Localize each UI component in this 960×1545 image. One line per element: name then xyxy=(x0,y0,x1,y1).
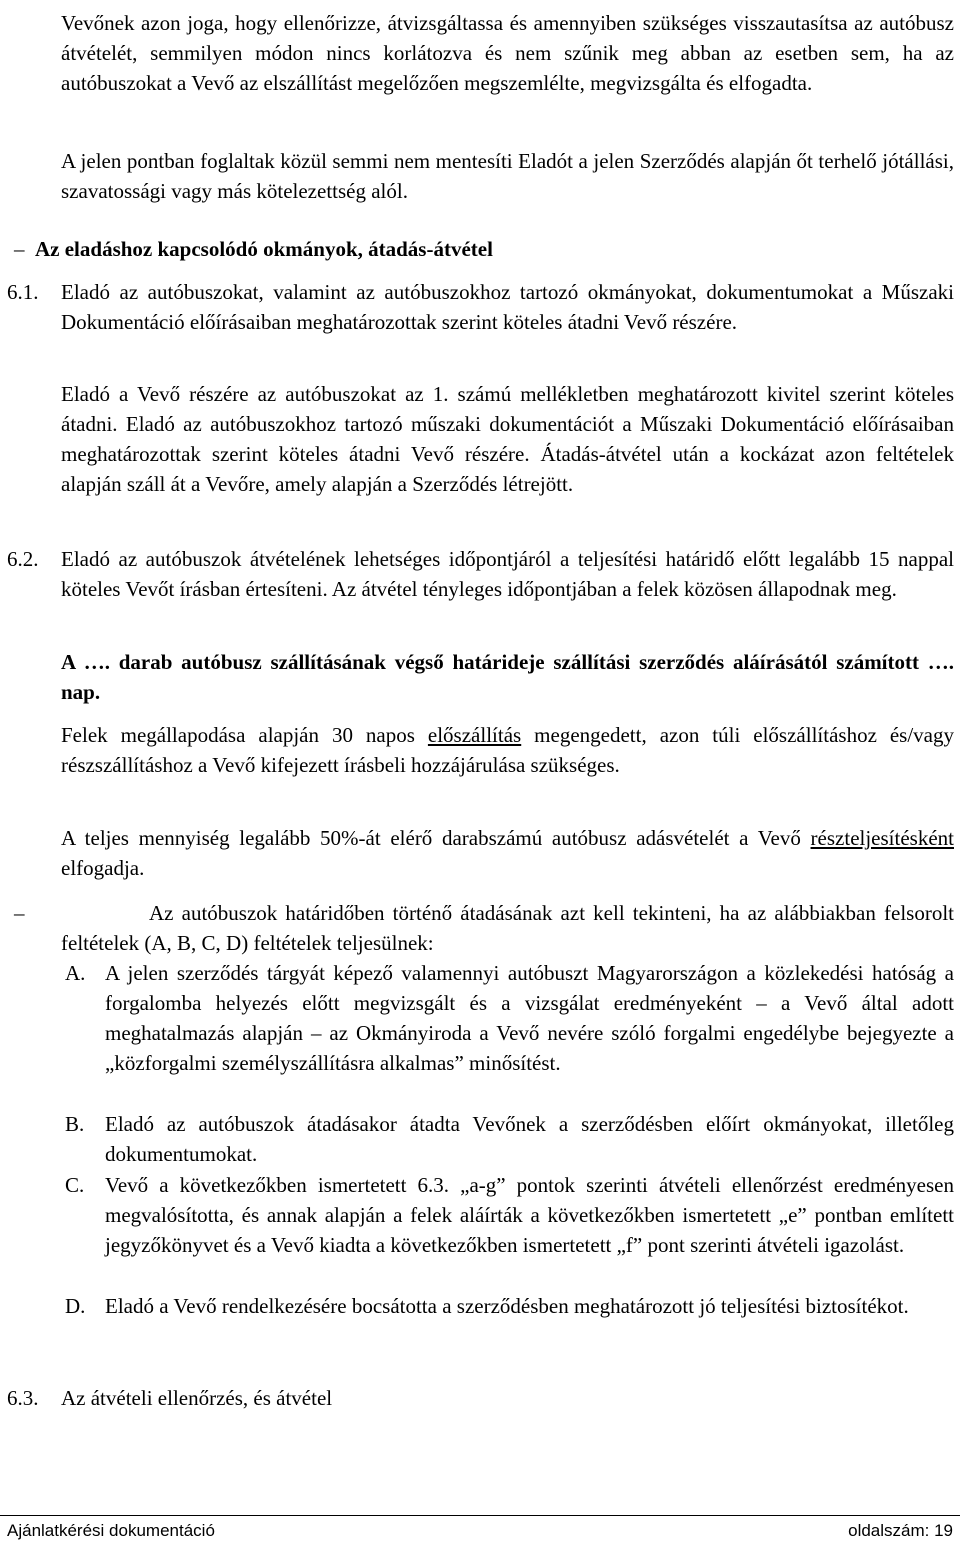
paragraph-pre-delivery xyxy=(61,720,954,780)
paragraph-6-1-delivery: Eladó a Vevő részére az autóbuszokat az 1. számú mellékletben meghatározott kivitel szerint köteles átadni. Eladó az autóbuszokhoz tartozó műszaki dokumentációt a Műszaki Dokumentáció előírásaiban meghatározottak szerint köteles átadni Vevő részére. Átadás-átvétel után a kockázat azon feltételek alapján száll át a Vevőre, amely alapján a Szerződés létrejött. xyxy=(61,382,954,496)
condition-text: Eladó az autóbuszok átadásakor átadta Vevőnek a szerződésben előírt okmányokat, illetőleg dokumentumokat. xyxy=(105,1112,954,1166)
paragraph-deadline: A …. darab autóbusz szállításának végső határideje szállítási szerződés aláírásától számított …. nap. xyxy=(61,650,954,704)
section-number-6-1: 6.1. xyxy=(7,280,39,304)
paragraph-conditions-intro: Az autóbuszok határidőben történő átadásának azt kell tekinteni, ha az alábbiakban felsorolt feltételek (A, B, C, D) feltételek teljesülnek: xyxy=(61,901,954,955)
section-number-6-2: 6.2. xyxy=(7,547,39,571)
condition-text: Eladó a Vevő rendelkezésére bocsátotta a szerződésben meghatározott jó teljesítési biztosítékot. xyxy=(105,1294,909,1318)
condition-text: A jelen szerződés tárgyát képező valamennyi autóbuszt Magyarországon a közlekedési hatóság a forgalomba helyezés előtt megvizsgált és a vizsgálat eredményeként – a Vevő által adott meghatalmazás alapján – az Okmányiroda a Vevő nevére szóló forgalmi engedélybe bejegyezte a „közforgalmi személyszállításra alkalmas” minősítést. xyxy=(105,961,954,1075)
condition-item-a xyxy=(65,958,954,1078)
condition-label: B. xyxy=(65,1112,85,1136)
condition-item-b xyxy=(65,1109,954,1169)
footer-divider xyxy=(0,1515,960,1516)
paragraph-buyer-rights: Vevőnek azon joga, hogy ellenőrizze, átvizsgáltassa és amennyiben szükséges visszautasítsa az autóbusz átvételét, semmilyen módon nincs korlátozva és nem szűnik meg abban az esetben sem, ha az autóbuszokat a Vevő az elszállítást megelőzően megszemlélte, megvizsgálta és elfogadta. xyxy=(61,11,954,95)
section-number-6-3: 6.3. xyxy=(7,1386,39,1410)
section-6-3-title: Az átvételi ellenőrzés, és átvétel xyxy=(61,1386,333,1410)
paragraph-partial-delivery xyxy=(61,823,954,883)
pre-delivery-underlined: előszállítás xyxy=(427,723,522,747)
partial-text-b: elfogadja. xyxy=(61,856,145,880)
condition-item-d xyxy=(65,1291,954,1321)
paragraph-no-exemption: A jelen pontban foglaltak közül semmi nem mentesíti Eladót a jelen Szerződés alapján őt terhelő jótállási, szavatossági vagy más kötelezettség alól. xyxy=(61,149,954,203)
section-dash: – xyxy=(14,237,25,261)
partial-underlined: részteljesítésként xyxy=(810,826,954,850)
paragraph-6-2: Eladó az autóbuszok átvételének lehetséges időpontjáról a teljesítési határidő előtt legalább 15 nappal köteles Vevőt írásban értesíteni. Az átvétel tényleges időpontjában a felek közösen állapodnak meg. xyxy=(61,547,954,601)
condition-text: Vevő a következőkben ismertetett 6.3. „a-g” pontok szerinti átvételi ellenőrzést eredményesen megvalósította, és annak alapján a felek aláírták a következőkben ismertetett „e” pontban említett jegyzőkönyvet és a Vevő kiadta a következőkben ismertetett „f” pont szerinti átvételi igazolást. xyxy=(105,1173,954,1257)
paragraph-6-1: Eladó az autóbuszokat, valamint az autóbuszokhoz tartozó okmányokat, dokumentumokat a Műszaki Dokumentáció előírásaiban meghatározottak szerint köteles átadni Vevő részére. xyxy=(61,280,954,334)
pre-delivery-text-a: Felek megállapodása alapján 30 napos xyxy=(61,723,428,747)
condition-label: D. xyxy=(65,1294,86,1318)
condition-label: C. xyxy=(65,1173,85,1197)
condition-item-c xyxy=(65,1170,954,1260)
conditions-dash: – xyxy=(14,901,25,925)
footer-page-number: oldalszám: 19 xyxy=(848,1521,953,1540)
condition-label: A. xyxy=(65,961,86,985)
pre-delivery-text-b: megengedett, azon túli előszállításhoz és/vagy részszállításhoz a Vevő kifejezett írásbeli hozzájárulása szükséges. xyxy=(61,723,955,777)
section-heading-text: Az eladáshoz kapcsolódó okmányok, átadás-átvétel xyxy=(35,237,493,261)
footer-document-title: Ajánlatkérési dokumentáció xyxy=(7,1521,215,1540)
partial-text-a: A teljes mennyiség legalább 50%-át elérő darabszámú autóbusz adásvételét a Vevő xyxy=(61,826,811,850)
